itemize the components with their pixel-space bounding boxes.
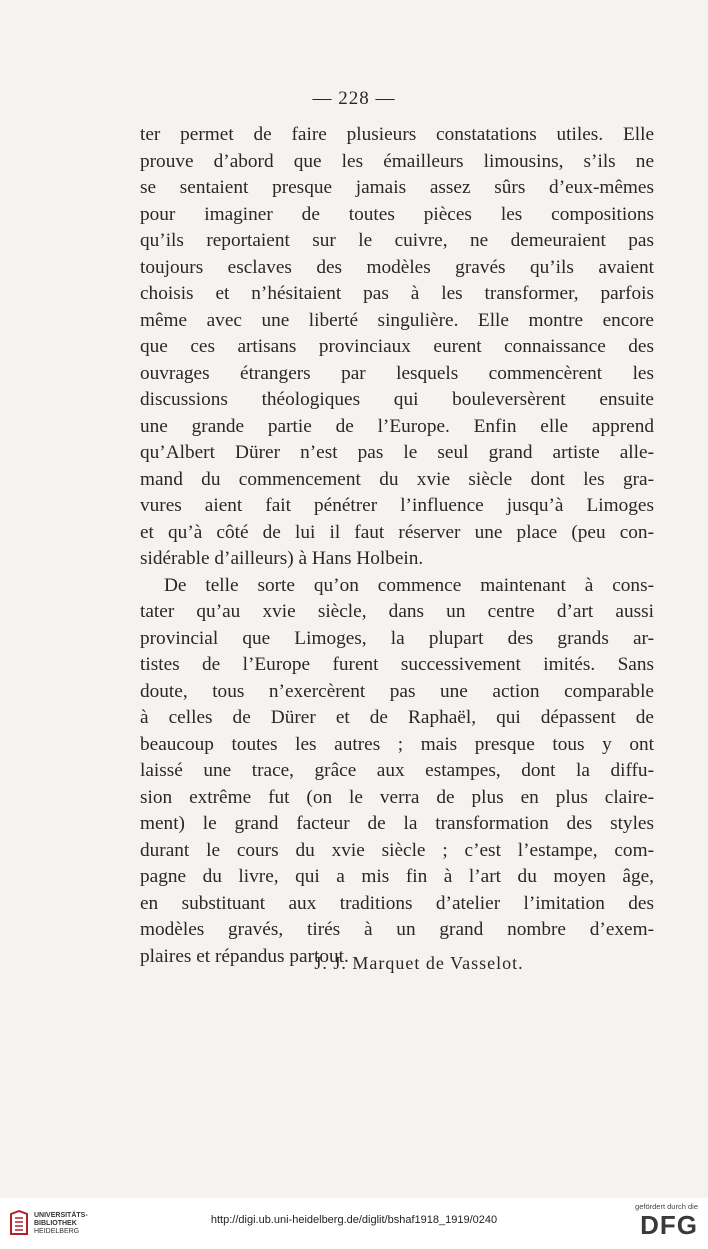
text-line: laissé une trace, grâce aux estampes, dont la diffu- bbox=[140, 760, 654, 781]
permalink-url[interactable]: http://digi.ub.uni-heidelberg.de/diglit/bshaf1918_1919/0240 bbox=[210, 1214, 498, 1226]
text-line: se sentaient presque jamais assez sûrs d’eux-mêmes bbox=[140, 177, 654, 198]
text-line: pour imaginer de toutes pièces les compositions bbox=[140, 203, 654, 225]
text-line: qu’Albert Dürer n’est pas le seul grand artiste alle- bbox=[140, 442, 654, 463]
text-line: en substituant aux traditions d’atelier l’imitation des bbox=[140, 892, 654, 914]
text-line: sidérable d’ailleurs) à Hans Holbein. bbox=[140, 548, 424, 569]
text-line: à celles de Dürer et de Raphaël, qui dépassent de bbox=[140, 707, 654, 728]
text-line: sion extrême fut (on le verra de plus en plus claire- bbox=[140, 786, 654, 808]
text-line: De telle sorte qu’on commence maintenant à cons- bbox=[164, 574, 654, 596]
text-line: choisis et n’hésitaient pas à les transformer, parfois bbox=[140, 283, 654, 304]
text-line: prouve d’abord que les émailleurs limousins, s’ils ne bbox=[140, 150, 654, 172]
viewer-footer bbox=[0, 1198, 708, 1249]
text-line: mand du commencement du xvie siècle dont les gra- bbox=[140, 468, 654, 490]
text-line: modèles gravés, tirés à un grand nombre d’exem- bbox=[140, 919, 654, 940]
text-line: pagne du livre, qui a mis fin à l’art du moyen âge, bbox=[140, 866, 654, 887]
text-line: tater qu’au xvie siècle, dans un centre d’art aussi bbox=[140, 601, 654, 622]
text-line: même avec une liberté singulière. Elle montre encore bbox=[140, 309, 654, 331]
dfg-logo: DFG bbox=[640, 1210, 698, 1240]
text-line: ouvrages étrangers par lesquels commencèrent les bbox=[140, 362, 654, 384]
text-line: vures aient fait pénétrer l’influence jusqu’à Limoges bbox=[140, 495, 654, 516]
text-line: ment) le grand facteur de la transformation des styles bbox=[140, 813, 654, 834]
page-number: — 228 — bbox=[312, 88, 396, 109]
text-line: que ces artisans provinciaux eurent connaissance des bbox=[140, 336, 654, 357]
text-line: beaucoup toutes les autres ; mais presque tous y ont bbox=[140, 733, 654, 755]
library-line-2: BIBLIOTHEK bbox=[34, 1220, 77, 1227]
funding-caption: gefördert durch die bbox=[635, 1202, 698, 1211]
text-line: plaires et répandus partout. bbox=[140, 945, 349, 967]
library-line-3: HEIDELBERG bbox=[34, 1228, 80, 1235]
text-line: qu’ils reportaient sur le cuivre, ne demeuraient pas bbox=[140, 230, 654, 251]
body-text bbox=[140, 122, 654, 970]
text-line: tistes de l’Europe furent successivement imités. Sans bbox=[140, 654, 654, 675]
library-line-1: UNIVERSITÄTS- bbox=[34, 1212, 88, 1219]
text-line: une grande partie de l’Europe. Enfin elle apprend bbox=[140, 415, 654, 437]
text-line: ter permet de faire plusieurs constatations utiles. Elle bbox=[140, 124, 654, 145]
text-line: et qu’à côté de lui il faut réserver une place (peu con- bbox=[140, 521, 654, 543]
dfg-funding-badge[interactable] bbox=[622, 1202, 698, 1239]
author-signature: J. J. Marquet de Vasselot. bbox=[314, 953, 524, 973]
text-line: doute, tous n’exercèrent pas une action comparable bbox=[140, 680, 654, 702]
text-line: durant le cours du xvie siècle ; c’est l’estampe, com- bbox=[140, 839, 654, 861]
text-line: discussions théologiques qui bouleversèrent ensuite bbox=[140, 389, 654, 410]
text-line: toujours esclaves des modèles gravés qu’ils avaient bbox=[140, 256, 654, 278]
text-line: provincial que Limoges, la plupart des grands ar- bbox=[140, 627, 654, 649]
